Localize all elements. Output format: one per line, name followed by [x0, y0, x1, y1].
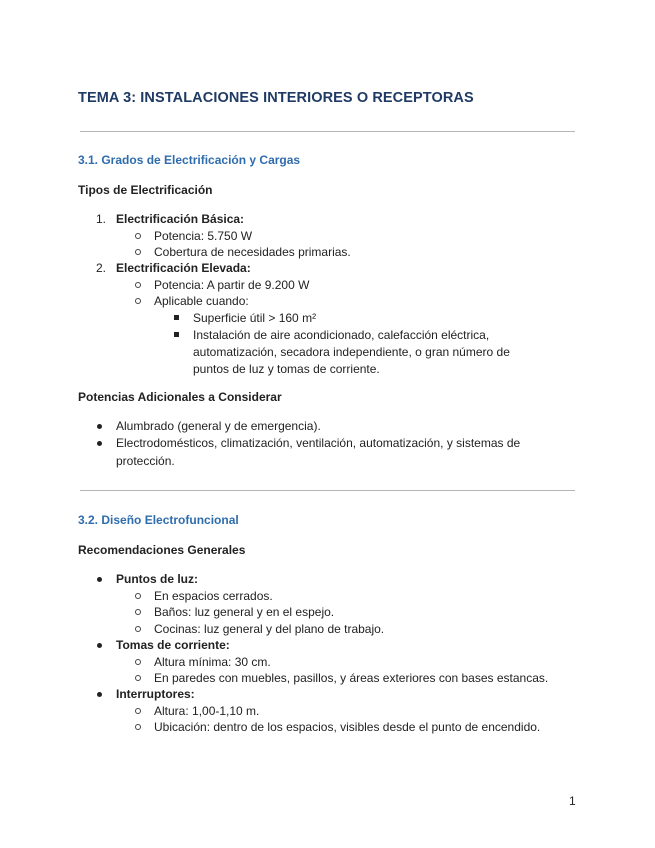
bullet-icon — [97, 692, 102, 697]
divider — [80, 490, 575, 491]
list-number-2: 2. — [96, 261, 107, 275]
list-item: Alumbrado (general y de emergencia). — [116, 419, 321, 433]
list-item-label: Puntos de luz: — [116, 572, 198, 586]
list-item: Cocinas: luz general y del plano de trabajo. — [154, 622, 385, 636]
divider — [80, 131, 575, 132]
list-item-label: Tomas de corriente: — [116, 638, 230, 652]
section-heading-3-1: 3.1. Grados de Electrificación y Cargas — [78, 153, 301, 167]
bullet-icon — [97, 441, 102, 446]
list-item-label: Electrificación Elevada: — [116, 261, 251, 275]
circle-bullet-icon — [135, 659, 141, 665]
circle-bullet-icon — [135, 675, 141, 681]
square-bullet-icon — [174, 315, 179, 320]
circle-bullet-icon — [135, 298, 141, 304]
circle-bullet-icon — [135, 282, 141, 288]
circle-bullet-icon — [135, 724, 141, 730]
circle-bullet-icon — [135, 593, 141, 599]
list-item: Electrodomésticos, climatización, ventilación, automatización, y sistemas de — [116, 436, 521, 450]
list-item: Baños: luz general y en el espejo. — [154, 605, 335, 619]
circle-bullet-icon — [135, 233, 141, 239]
bullet-icon — [97, 643, 102, 648]
list-item: Instalación de aire acondicionado, calefacción eléctrica, — [193, 328, 490, 342]
page-number: 1 — [569, 794, 576, 808]
subheading-tipos: Tipos de Electrificación — [78, 183, 213, 197]
list-item: Altura mínima: 30 cm. — [154, 655, 271, 669]
section-heading-3-2: 3.2. Diseño Electrofuncional — [78, 513, 239, 527]
subheading-recomendaciones: Recomendaciones Generales — [78, 543, 246, 557]
list-item: Ubicación: dentro de los espacios, visibles desde el punto de encendido. — [154, 720, 541, 734]
list-item: En paredes con muebles, pasillos, y áreas exteriores con bases estancas. — [154, 671, 549, 685]
list-item-label: Electrificación Básica: — [116, 212, 245, 226]
list-item: Potencia: 5.750 W — [154, 229, 253, 243]
bullet-icon — [97, 424, 102, 429]
list-item: Superficie útil > 160 m² — [193, 311, 317, 325]
list-item: En espacios cerrados. — [154, 589, 273, 603]
circle-bullet-icon — [135, 708, 141, 714]
list-number-1: 1. — [96, 212, 107, 226]
square-bullet-icon — [174, 332, 179, 337]
circle-bullet-icon — [135, 626, 141, 632]
list-item: Potencia: A partir de 9.200 W — [154, 278, 310, 292]
list-item-continued: puntos de luz y tomas de corriente. — [193, 362, 380, 376]
circle-bullet-icon — [135, 609, 141, 615]
list-item-continued: automatización, secadora independiente, o gran número de — [193, 345, 510, 359]
list-item: Altura: 1,00-1,10 m. — [154, 704, 260, 718]
list-item: Cobertura de necesidades primarias. — [154, 245, 351, 259]
list-item: Aplicable cuando: — [154, 294, 249, 308]
bullet-icon — [97, 577, 102, 582]
page-title: TEMA 3: INSTALACIONES INTERIORES O RECEPTORAS — [78, 90, 474, 106]
subheading-potencias: Potencias Adicionales a Considerar — [78, 390, 282, 404]
circle-bullet-icon — [135, 249, 141, 255]
list-item-continued: protección. — [116, 454, 175, 468]
list-item-label: Interruptores: — [116, 687, 195, 701]
